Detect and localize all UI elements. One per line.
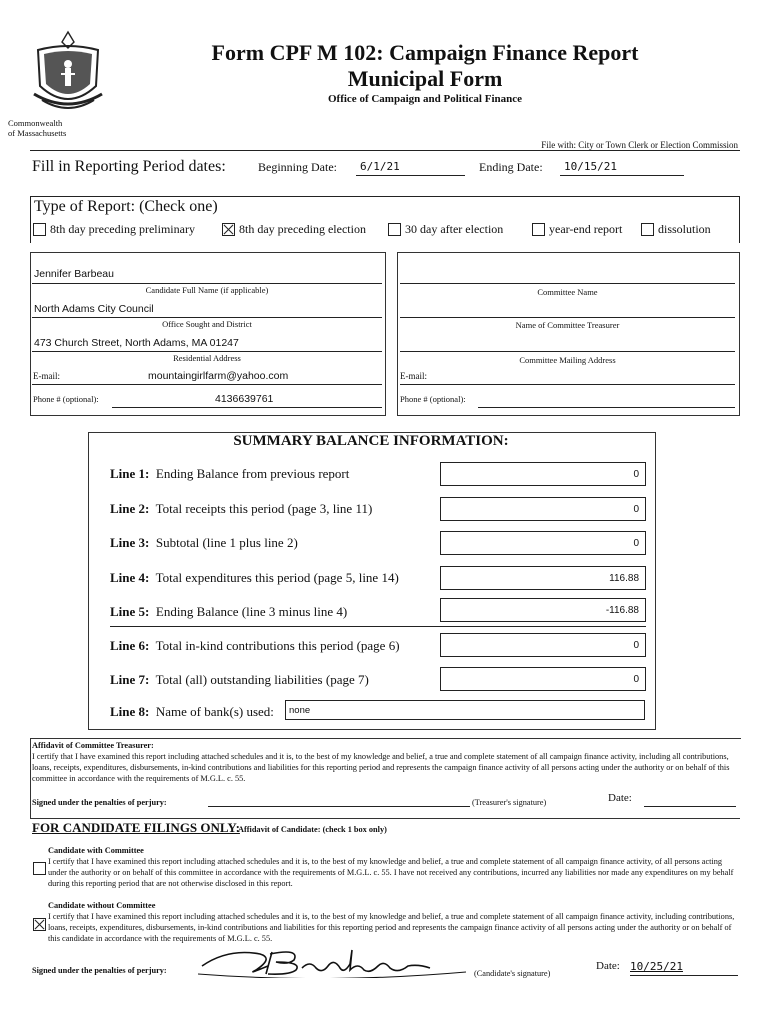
candidate-phone-field[interactable]: 4136639761: [215, 393, 274, 405]
line-text: Total receipts this period (page 3, line 11): [155, 501, 373, 516]
line-number: Line 4:: [110, 570, 150, 585]
line-5-value-field[interactable]: -116.88: [440, 598, 646, 622]
reporting-period-label: Fill in Reporting Period dates:: [32, 158, 226, 175]
line-number: Line 6:: [110, 638, 150, 653]
treasurer-signed-label: Signed under the penalties of perjury:: [32, 798, 167, 807]
option-label: dissolution: [658, 222, 711, 236]
form-title: Form CPF M 102: Campaign Finance Report: [211, 40, 639, 65]
summary-line-8: [110, 704, 274, 720]
summary-line-5: [110, 604, 347, 620]
summary-line-6: [110, 638, 400, 654]
with-committee-title: Candidate with Committee: [48, 846, 144, 855]
summary-line-1: [110, 466, 349, 482]
line-number: Line 7:: [110, 672, 150, 687]
treasurer-affidavit-title: Affidavit of Committee Treasurer:: [32, 741, 154, 750]
massachusetts-seal: [28, 28, 108, 120]
candidate-date-label: Date:: [596, 960, 620, 972]
option-label: year-end report: [549, 222, 623, 236]
option-label: 8th day preceding preliminary: [50, 222, 195, 236]
checkbox-candidate-with-committee[interactable]: [33, 862, 46, 875]
beginning-date-label: Beginning Date:: [258, 160, 337, 174]
summary-line-3: [110, 535, 298, 551]
checkbox-30-day-after[interactable]: [388, 223, 401, 236]
line-2-value-field[interactable]: 0: [440, 497, 646, 521]
line-number: Line 5:: [110, 604, 150, 619]
office-sought-caption: Office Sought and District: [162, 319, 252, 329]
commonwealth-label: Commonwealth: [8, 118, 63, 128]
bank-name-field[interactable]: none: [285, 700, 645, 720]
candidate-filings-subtitle: Affidavit of Candidate: (check 1 box only): [238, 825, 387, 834]
line-text: Name of bank(s) used:: [155, 704, 274, 719]
candidate-name-field[interactable]: Jennifer Barbeau: [34, 268, 114, 280]
candidate-email-field[interactable]: mountaingirlfarm@yahoo.com: [148, 370, 289, 382]
checkbox-8th-day-preliminary[interactable]: [33, 223, 46, 236]
candidate-filings-title: FOR CANDIDATE FILINGS ONLY:: [32, 820, 240, 835]
checkbox-year-end[interactable]: [532, 223, 545, 236]
beginning-date-field[interactable]: 6/1/21: [356, 158, 465, 176]
checkbox-8th-day-election[interactable]: [222, 223, 235, 236]
line-number: Line 2:: [110, 501, 150, 516]
line-text: Total in-kind contributions this period (page 6): [155, 638, 400, 653]
line-text: Total (all) outstanding liabilities (page 7): [155, 672, 369, 687]
committee-info-box: [397, 252, 740, 416]
file-with-note: File with: City or Town Clerk or Election Commission: [541, 140, 738, 150]
summary-title: SUMMARY BALANCE INFORMATION:: [233, 433, 509, 449]
residential-address-field[interactable]: 473 Church Street, North Adams, MA 01247: [34, 337, 239, 349]
line-3-value-field[interactable]: 0: [440, 531, 646, 555]
residential-address-caption: Residential Address: [173, 353, 241, 363]
committee-treasurer-caption: Name of Committee Treasurer: [515, 320, 620, 330]
line-1-value-field[interactable]: 0: [440, 462, 646, 486]
report-type-label: Type of Report: (Check one): [34, 198, 218, 215]
candidate-name-caption: Candidate Full Name (if applicable): [145, 285, 269, 295]
line-6-value-field[interactable]: 0: [440, 633, 646, 657]
candidate-signed-label: Signed under the penalties of perjury:: [32, 966, 167, 975]
treasurer-affidavit-text: I certify that I have examined this report including attached schedules and it is, to the best of my knowledge and belief, a true and complete statement of all campaign finance activity, including all contributions, loans, receipts, expenditures, disbursements, in-kind contributions and liabilities for this reporting period and represents the campaign finance activity of all persons acting under the authority or on behalf of this committee in accordance with the requirements of M.G.L. c. 55.: [32, 752, 730, 783]
candidate-email-label: E-mail:: [33, 371, 60, 381]
candidate-date-field[interactable]: 10/25/21: [630, 960, 683, 973]
option-label: 8th day preceding election: [239, 222, 366, 236]
line-number: Line 3:: [110, 535, 150, 550]
treasurer-date-label: Date:: [608, 792, 632, 804]
committee-name-caption: Committee Name: [537, 287, 598, 297]
line-4-value-field[interactable]: 116.88: [440, 566, 646, 590]
line-text: Subtotal (line 1 plus line 2): [155, 535, 298, 550]
with-committee-text: I certify that I have examined this report including attached schedules and it is, to the best of my knowledge and belief, a true and complete statement of all campaign finance activity, of all persons acting under the authority or on behalf of this committee in accordance with the requirements of M.G.L. c. 55. I have not received any contributions, incurred any liabilities nor made any expenditures on my behalf during this reporting period that are not otherwise disclosed in this report.: [48, 857, 734, 888]
summary-line-7: [110, 672, 369, 688]
summary-line-4: [110, 570, 399, 586]
committee-email-label: E-mail:: [400, 371, 427, 381]
candidate-signature[interactable]: [198, 944, 468, 978]
line-7-value-field[interactable]: 0: [440, 667, 646, 691]
treasurer-signature-caption: (Treasurer's signature): [472, 798, 547, 807]
massachusetts-label: of Massachusetts: [8, 128, 67, 138]
checkbox-candidate-without-committee[interactable]: [33, 918, 46, 931]
line-text: Total expenditures this period (page 5, line 14): [155, 570, 399, 585]
ending-date-field[interactable]: 10/15/21: [560, 158, 684, 176]
line-number: Line 1:: [110, 466, 150, 481]
committee-phone-label: Phone # (optional):: [400, 394, 466, 404]
line-number: Line 8:: [110, 704, 150, 719]
option-label: 30 day after election: [405, 222, 504, 236]
candidate-phone-label: Phone # (optional):: [33, 394, 99, 404]
line-text: Ending Balance (line 3 minus line 4): [155, 604, 348, 619]
without-committee-title: Candidate without Committee: [48, 901, 156, 910]
form-subtitle: Municipal Form: [347, 66, 503, 91]
office-name: Office of Campaign and Political Finance: [327, 93, 522, 105]
line-text: Ending Balance from previous report: [155, 466, 350, 481]
checkbox-dissolution[interactable]: [641, 223, 654, 236]
summary-line-2: [110, 501, 372, 517]
committee-address-caption: Committee Mailing Address: [519, 355, 616, 365]
office-sought-field[interactable]: North Adams City Council: [34, 303, 154, 315]
without-committee-text: I certify that I have examined this report including attached schedules and it is, to the best of my knowledge and belief, a true and complete statement of all campaign finance activity, including contributions, loans, receipts, expenditures, disbursements, in-kind contributions and liabilities for this reporting period and represents the campaign finance activity of all persons acting under the authority or on behalf of this candidate in accordance with the requirements of M.G.L. c. 55.: [48, 912, 735, 943]
ending-date-label: Ending Date:: [479, 160, 543, 174]
candidate-signature-caption: (Candidate's signature): [474, 969, 551, 978]
